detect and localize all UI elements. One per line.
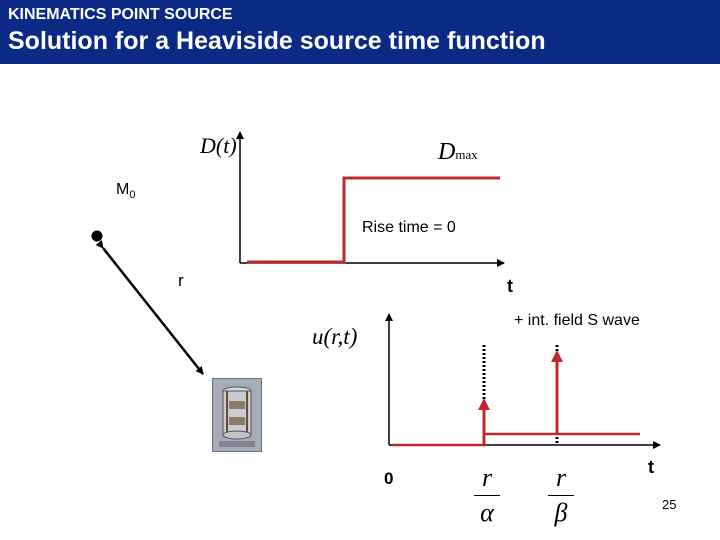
p-arrival-bar bbox=[474, 495, 500, 496]
top-plot-x-label: t bbox=[507, 276, 513, 296]
slide-title: Solution for a Heaviside source time function bbox=[8, 27, 546, 55]
distance-label: r bbox=[178, 271, 184, 290]
source-point bbox=[92, 231, 103, 242]
s-wave-annotation: + int. field S wave bbox=[514, 312, 640, 329]
page-number: 25 bbox=[662, 497, 677, 512]
origin-label: 0 bbox=[384, 469, 394, 488]
s-arrival-den: β bbox=[554, 498, 568, 527]
s-arrival-label bbox=[548, 463, 574, 528]
dmax-label-main: D bbox=[438, 139, 456, 165]
top-plot-y-label: D(t) bbox=[200, 133, 237, 158]
s-arrival-bar bbox=[548, 495, 574, 496]
bottom-plot-y-label: u(r,t) bbox=[312, 324, 358, 349]
source-label-sub: 0 bbox=[129, 189, 136, 202]
s-arrival-num: r bbox=[555, 463, 567, 492]
distance-arrow bbox=[103, 248, 203, 374]
bottom-plot-x-label: t bbox=[648, 457, 654, 477]
rise-time-label: Rise time = 0 bbox=[362, 219, 456, 236]
p-arrival-den: α bbox=[480, 498, 494, 527]
seismometer-photo-icon bbox=[212, 378, 262, 452]
source-label bbox=[116, 181, 135, 201]
displacement-curve bbox=[392, 434, 640, 445]
dmax-label-sub: max bbox=[455, 147, 478, 162]
slide-subtitle: KINEMATICS POINT SOURCE bbox=[8, 6, 233, 23]
source-label-main: M bbox=[116, 181, 130, 198]
p-arrival-label bbox=[474, 463, 500, 528]
p-arrival-num: r bbox=[481, 463, 493, 492]
dmax-label bbox=[438, 139, 478, 166]
